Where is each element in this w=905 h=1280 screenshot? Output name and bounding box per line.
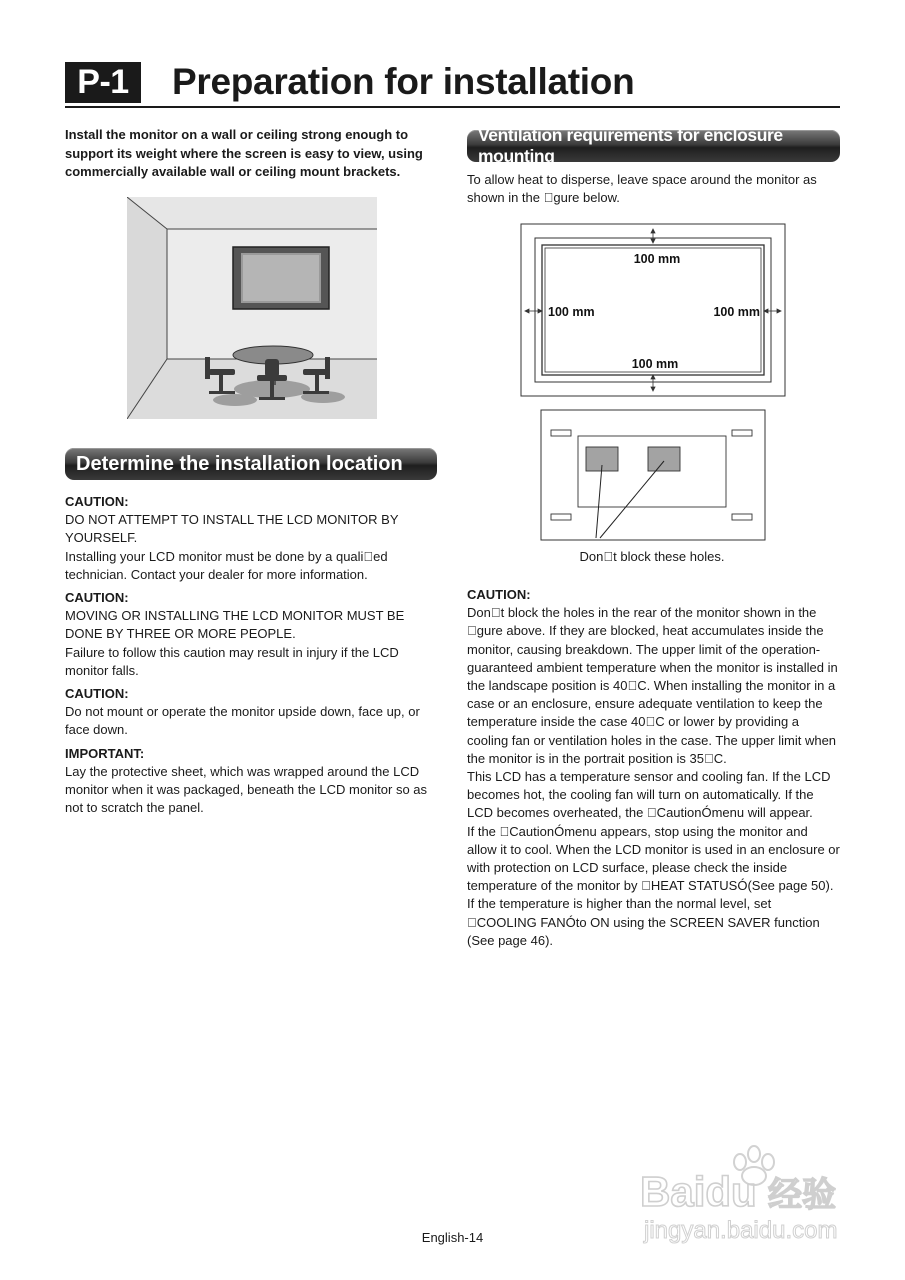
paragraph: Lay the protective sheet, which was wrapped around the LCD monitor when it was packaged, beneath the LCD monitor so as not to scratch the panel. (65, 763, 428, 816)
block-title: CAUTION: (65, 494, 129, 509)
page-badge: P-1 (65, 62, 141, 103)
ventilation-intro: To allow heat to disperse, leave space around the monitor as shown in the  gure below. (467, 172, 817, 206)
paragraph: MOVING OR INSTALLING THE LCD MONITOR MUST BE DONE BY THREE OR MORE PEOPLE. (65, 608, 405, 642)
page-number: English-14 (421, 1230, 484, 1245)
clearance-label-top: 100 mm (633, 252, 681, 266)
ventilation-clearance-diagram (515, 220, 790, 405)
paragraph: Do not mount or operate the monitor upside down, face up, or face down. (65, 704, 420, 738)
paragraph: Failure to follow this caution may result in injury if the LCD monitor falls. (65, 644, 399, 678)
paragraph: Don t block the holes in the rear of the monitor shown in the  gure above. If they are blocked, heat accumulates inside the monitor, causing breakdown. The upper limit of the operation-guaranteed ambient temperature when the monitor is installed in the landscape position is 40 C. When installing the monitor in a case or an enclosure, ensure adequate ventilation to keep the temperature inside the case 40 C or lower by providing a cooling fan or ventilation holes in the case. The upper limit when the monitor is in the portrait position is 35 C. (467, 605, 838, 766)
watermark-brand: Baidu (640, 1168, 757, 1215)
clearance-label-bottom: 100 mm (631, 357, 679, 371)
section-heading-ventilation: Ventilation requirements for enclosure mounting (467, 130, 840, 162)
paragraph: DO NOT ATTEMPT TO INSTALL THE LCD MONITOR BY YOURSELF. (65, 512, 399, 546)
intro-text: Install the monitor on a wall or ceiling strong enough to support its weight where the screen is easy to view, using commercially available wall or ceiling mount brackets. (65, 127, 423, 179)
watermark-brand-cn: 经验 (768, 1175, 836, 1215)
ventilation-caution (467, 586, 840, 950)
paragraph: Installing your LCD monitor must be done by a quali ed technician. Contact your dealer for more information. (65, 548, 388, 582)
paragraph: If the  CautionÓmenu appears, stop using the monitor and allow it to cool. When the LCD monitor is used in an enclosure or with protection on LCD surface, please check the inside temperature of the monitor by  HEAT STATUSÓ(See page 50). If the temperature is higher than the normal level, set  COOLING FANÓto ON using the SCREEN SAVER function (See page 46). (467, 823, 840, 948)
clearance-label-right: 100 mm (713, 305, 760, 319)
room-illustration (127, 197, 377, 424)
watermark-url: jingyan.baidu.com (644, 1217, 838, 1244)
clearance-label-left: 100 mm (548, 305, 595, 319)
block-title: CAUTION: (467, 587, 531, 602)
holes-caption: Don t block these holes. (579, 549, 725, 564)
title-divider (65, 106, 840, 108)
paragraph: This LCD has a temperature sensor and cooling fan. If the LCD becomes hot, the cooling fan will turn on automatically. If the LCD becomes overheated, the  CautionÓmenu will appear. (467, 769, 831, 821)
section-heading-installation-location: Determine the installation location (65, 448, 437, 480)
installation-notes (65, 493, 440, 817)
block-title: CAUTION: (65, 686, 129, 702)
block-title: IMPORTANT: (65, 745, 145, 761)
block-title: CAUTION: (65, 590, 129, 606)
page-title: Preparation for installation (172, 61, 635, 102)
rear-vent-holes-diagram (538, 407, 770, 552)
